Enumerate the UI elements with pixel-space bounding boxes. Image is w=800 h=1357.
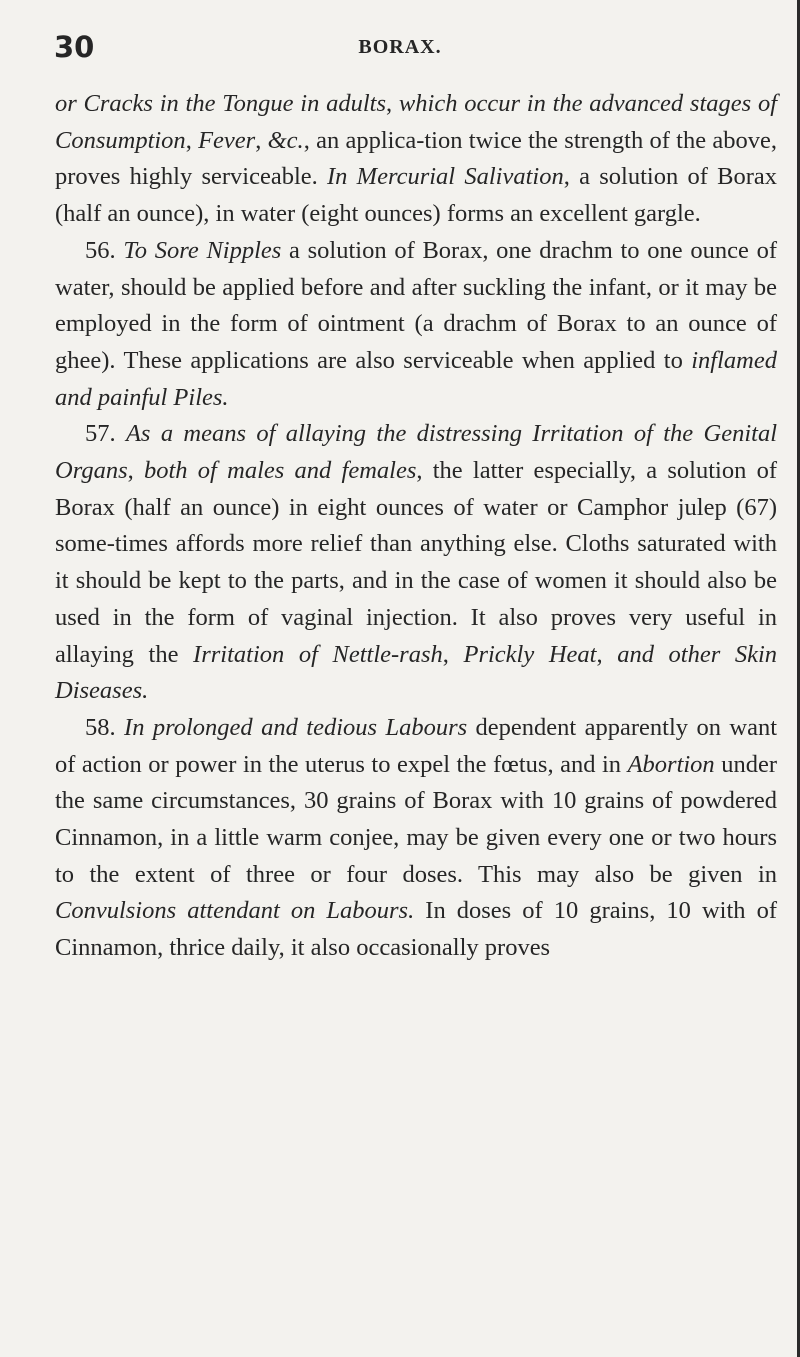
text-run: 57. <box>85 420 126 448</box>
body-text <box>55 86 777 967</box>
text-run: , the latter especially, a solution of Borax (half an ounce) in eight ounces of water or Camphor julep (67) some-times affords more relief than anything else. Cloths saturated with it should be kept to the parts, and in the case of women it should also be used in the form of vaginal injection. It also proves very useful in allaying the <box>55 457 778 668</box>
running-head: BORAX. <box>358 36 442 58</box>
italic-run: inflamed and painful Piles. <box>55 346 777 411</box>
italic-run: In prolonged and tedious Labours <box>124 713 468 741</box>
paragraph-57 <box>55 416 777 710</box>
text-run: , a solution of Borax (half an ounce), in water (eight ounces) forms an excellent gargle. <box>55 163 777 228</box>
italic-run: both of males and females <box>144 457 417 485</box>
text-run: 58. <box>85 713 125 741</box>
text-run: , <box>127 457 144 485</box>
italic-run: Abortion <box>627 750 715 778</box>
italic-run: To Sore Nipples <box>123 236 282 264</box>
paragraph-56 <box>55 233 777 417</box>
text-run: , <box>185 126 199 154</box>
text-run: , <box>596 640 618 668</box>
italic-run: which occur in the advanced stages of Consumption <box>55 90 778 154</box>
italic-run: and other Skin Diseases. <box>55 640 778 705</box>
text-run: 56. <box>85 236 124 264</box>
italic-run: Fever <box>198 126 256 154</box>
text-run: , <box>255 126 268 154</box>
italic-run: or Cracks in the Tongue in adults <box>55 90 387 117</box>
italic-run: Prickly Heat <box>463 640 597 668</box>
italic-run: &c. <box>267 126 304 154</box>
text-run: , <box>386 90 399 117</box>
text-run: , <box>442 640 464 668</box>
text-run: dependent apparently on want of action or power in the uterus to expel the fœtus, and in <box>55 713 777 778</box>
page-number: 30 <box>54 30 95 64</box>
paragraph-58 <box>55 710 777 967</box>
text-run: In doses of 10 grains, 10 with of Cinnamon, thrice daily, it also occasionally proves <box>55 897 777 962</box>
italic-run: Convulsions attendant on Labours. <box>55 897 415 925</box>
text-run: , an applica-tion twice the strength of the above, proves highly serviceable. <box>55 126 778 191</box>
text-run: under the same circumstances, 30 grains of Borax with 10 grains of powdered Cinnamon, in a little warm conjee, may be given every one or two hours to the extent of three or four doses. This may also be given in <box>55 750 777 888</box>
italic-run: As a means of allaying the distressing Irritation of the Genital Organs <box>55 420 777 485</box>
italic-run: In Mercurial Salivation <box>327 163 564 191</box>
paragraph-continuation <box>55 86 777 233</box>
italic-run: Irritation of Nettle-rash <box>193 640 443 668</box>
text-run: a solution of Borax, one drachm to one ounce of water, should be applied before and after suckling the infant, or it may be employed in the form of ointment (a drachm of Borax to an ounce of ghee). These applications are also serviceable when applied to <box>55 236 777 374</box>
